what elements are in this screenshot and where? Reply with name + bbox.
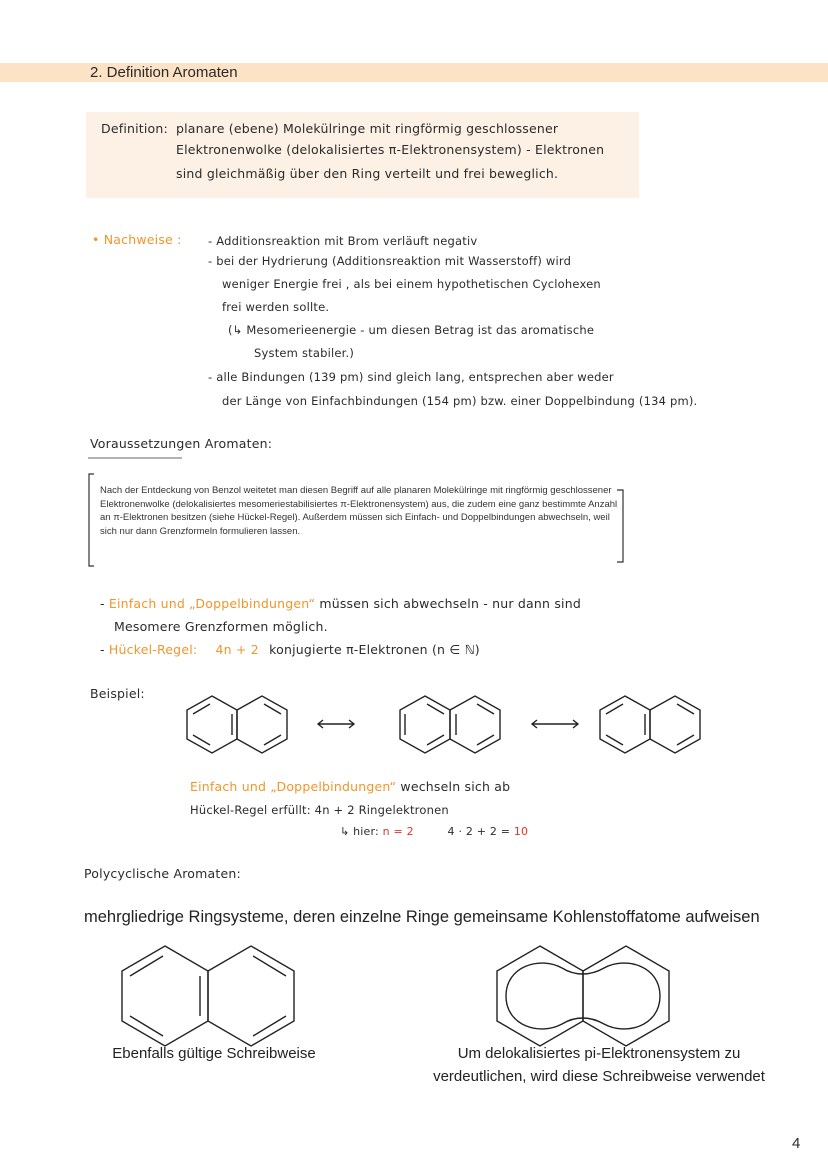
caption-right-line-2: verdeutlichen, wird diese Schreibweise verwendet	[433, 1068, 765, 1085]
section-title: 2. Definition Aromaten	[90, 64, 238, 81]
nachweise-label: • Nachweise :	[92, 232, 182, 247]
voraussetzungen-heading: Voraussetzungen Aromaten:	[90, 436, 273, 451]
beispiel-note-2: Hückel-Regel erfüllt: 4n + 2 Ringelektronen	[190, 803, 449, 817]
nachweise-line-7: - alle Bindungen (139 pm) sind gleich lang, entsprechen aber weder	[208, 370, 614, 384]
quote-text: Nach der Entdeckung von Benzol weitetet man diesen Begriff auf alle planaren Molekülringe mit ringförmig geschlossener Elektronenwolke (delokalisiertes mesomeriestabilisiertes π-Elektronensystem) aus, die zudem eine ganz bestimmte Anzahl an π-Elektronen besitzen (siehe Hückel-Regel). Außerdem müssen sich Einfach- und Doppelbindungen abwechseln, weil sich nur dann Grenzformeln formulieren lassen.	[100, 485, 618, 537]
beispiel-note-3-calc: 4 · 2 + 2 =	[447, 825, 511, 838]
beispiel-note-3-n: n = 2	[382, 825, 414, 838]
rule-2-text: konjugierte π-Elektronen (n ∈ ℕ)	[269, 642, 480, 657]
rule-2-dash: -	[100, 642, 105, 657]
polycyclic-description: mehrgliedrige Ringsysteme, deren einzelne Ringe gemeinsame Kohlenstoffatome aufweisen	[84, 908, 760, 926]
naphthalene-kekule-large	[122, 946, 294, 1046]
definition-line-1: planare (ebene) Molekülringe mit ringförmig geschlossener	[176, 121, 559, 136]
page-number: 4	[792, 1135, 801, 1152]
rule-1-highlight: Einfach und „Doppelbindungen“	[108, 596, 316, 611]
nachweise-line-2: - bei der Hydrierung (Additionsreaktion mit Wasserstoff) wird	[208, 254, 572, 268]
caption-right-line-1: Um delokalisiertes pi-Elektronensystem zu	[457, 1045, 741, 1062]
definition-line-3: sind gleichmäßig über den Ring verteilt und frei beweglich.	[176, 166, 559, 181]
beispiel-note-3-prefix: ↳ hier:	[340, 825, 379, 838]
nachweise-line-4: frei werden sollte.	[222, 300, 330, 314]
definition-line-2: Elektronenwolke (delokalisiertes π-Elektronensystem) - Elektronen	[176, 142, 605, 157]
nachweise-line-6: System stabiler.)	[254, 346, 355, 360]
caption-left: Ebenfalls gültige Schreibweise	[112, 1045, 316, 1062]
rule-1-line-2: Mesomere Grenzformen möglich.	[114, 619, 328, 634]
definition-label: Definition:	[101, 121, 168, 136]
rule-1-dash: -	[100, 596, 105, 611]
rule-2-formula: 4n + 2	[215, 642, 259, 657]
polycyclic-heading: Polycyclische Aromaten:	[84, 866, 241, 881]
rule-1-text: müssen sich abwechseln - nur dann sind	[319, 596, 581, 611]
nachweise-line-5: (↳ Mesomerieenergie - um diesen Betrag ist das aromatische	[228, 323, 595, 337]
rule-2-highlight: Hückel-Regel:	[108, 642, 198, 657]
nachweise-line-1: - Additionsreaktion mit Brom verläuft negativ	[208, 234, 478, 248]
naphthalene-delocalized-large	[497, 946, 669, 1046]
nachweise-line-8: der Länge von Einfachbindungen (154 pm) bzw. einer Doppelbindung (134 pm).	[222, 394, 698, 408]
beispiel-note-1-text: wechseln sich ab	[400, 779, 511, 794]
beispiel-label: Beispiel:	[90, 686, 145, 701]
beispiel-note-1-highlight: Einfach und „Doppelbindungen“	[190, 779, 397, 794]
beispiel-note-3-result: 10	[513, 825, 529, 838]
nachweise-line-3: weniger Energie frei , als bei einem hypothetischen Cyclohexen	[222, 277, 601, 291]
